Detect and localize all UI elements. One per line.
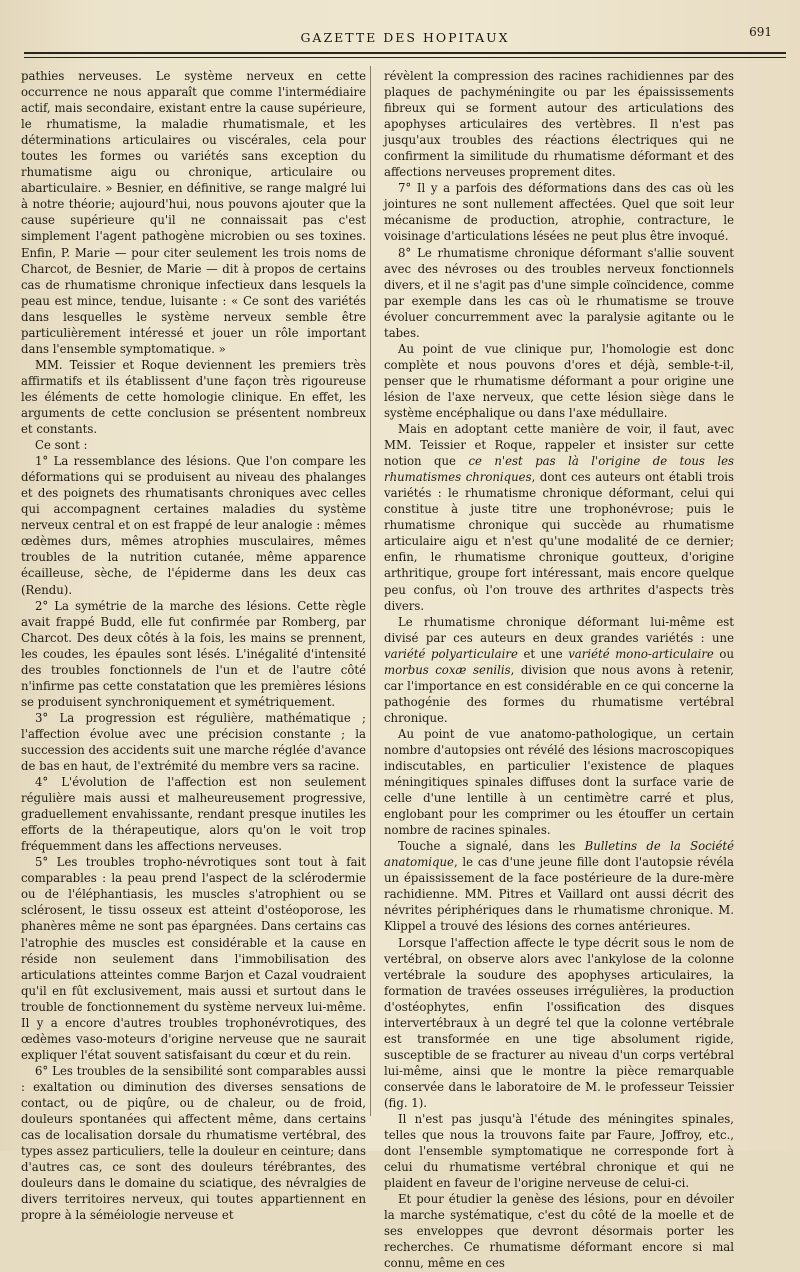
paragraph: 4° L'évolution de l'affection est non seulement régulière mais aussi et malheureusement progressive, graduellement envahissante, rendant presque inutiles les efforts de la thérapeutique, alors qu'on le voit trop fréquemment dans les affections nerveuses.: [21, 775, 366, 854]
italic-text: variété polyarticulaire: [384, 646, 518, 661]
header-rule-thick: [24, 52, 786, 54]
paragraph: Et pour étudier la genèse des lésions, pour en dévoiler la marche systématique, c'est du côté de la moelle et de ses enveloppes que devront désormais porter les recherches. Ce rhumatisme déformant encore si mal connu, même en ces: [384, 1192, 734, 1271]
paragraph: Lorsque l'affection affecte le type décrit sous le nom de vertébral, on observe alors avec l'ankylose de la colonne vertébrale la soudure des apophyses articulaires, la formation de travées osseuses irrégulières, la production d'ostéophytes, enfin l'ossification des disques intervertébraux à un degré tel que la colonne vertébrale est transformée en une tige absolument rigide, susceptible de se fracturer au niveau d'un corps vertébral lui-même, ainsi que le montre la pièce remarquable conservée dans le laboratoire de M. le professeur Teissier (fig. 1).: [384, 935, 734, 1110]
italic-text: Bulletins de la Société anatomique: [384, 839, 735, 870]
paragraph: pathies nerveuses. Le système nerveux en cette occurrence ne nous apparaît que comme l'intermédiaire actif, mais secondaire, existant entre la cause supérieure, le rhumatisme, la maladie rhumatismale, et les déterminations articulaires ou viscérales, cela pour toutes les formes ou variétés sans exception du rhumatisme aigu ou chronique, articulaire ou abarticulaire. » Besnier, en définitive, se range malgré lui à notre théorie; aujourd'hui, nous pouvons ajouter que la cause supérieure qu'il ne connaissait pas c'est simplement l'agent pathogène microbien ou ses toxines. Enfin, P. Marie — pour citer seulement les trois noms de Charcot, de Besnier, de Marie — dit à propos de certains cas de rhumatisme chronique infectieux dans lesquels la peau est mince, tendue, luisante : « Ce sont des variétés dans lesquelles le système nerveux semble être particulièrement intéressé et jouer un rôle important dans l'ensemble symptomatique. »: [21, 69, 366, 356]
text-run: Touche a signalé, dans les: [398, 839, 585, 854]
text-run: , le cas d'une jeune fille dont l'autopsie révéla un épaississement de la face postérieure de la dure-mère rachidienne. MM. Pitres et Vaillard ont aussi décrit des névrites périphériques dans le rhumatisme chronique. M. Klippel a trouvé des lésions des cornes antérieures.: [384, 855, 734, 934]
text-run: , division que nous avons à retenir, car l'importance en est considérable en ce qui concerne la pathogénie des formes du rhumatisme vertébral chronique.: [384, 662, 734, 725]
paragraph: Il n'est pas jusqu'à l'étude des méningites spinales, telles que nous la trouvons faite par Faure, Joffroy, etc., dont l'ensemble symptomatique ne correspondе fort à celui du rhumatisme vertébral chronique et qui ne plaident en faveur de l'origine nerveuse de celui-ci.: [384, 1112, 734, 1191]
paragraph: Ce sont :: [35, 438, 88, 453]
text-run: Le rhumatisme chronique déformant lui-même est divisé par ces auteurs en deux grandes variétés : une: [384, 614, 734, 645]
text-run: ou: [713, 646, 735, 661]
text-run: Mais en adoptant cette manière de voir, il faut, avec MM. Teissier et Roque, rappeler et insister sur cette notion que: [384, 422, 734, 469]
text-run: et une: [517, 646, 569, 661]
left-column: [21, 68, 366, 1223]
paragraph: 8° Le rhumatisme chronique déformant s'allie souvent avec des névroses ou des troubles nerveux fonctionnels divers, et il ne s'agit pas d'une simple coïncidence, comme par exemple dans les cas où le rhumatisme se trouve évoluer concurremment avec la paralysie agitante ou le tabes.: [384, 245, 734, 340]
paragraph: MM. Teissier et Roque deviennent les premiers très affirmatifs et ils établissent d'une façon très rigoureuse les éléments de cette homologie clinique. En effet, les arguments de cette conclusion se présentent nombreux et constants.: [21, 357, 366, 437]
paragraph: 1° La ressemblance des lésions. Que l'on compare les déformations qui se produisent au niveau des phalanges et des poignets des rhumatisants chroniques avec celles qui accompagnent certaines maladies du système nerveux central et on est frappé de leur analogie : mêmes œdèmes durs, mêmes atrophies musculaires, mêmes troubles de la nutrition cutanée, même apparence écailleuse, sèche, de l'épiderme dans les deux cas (Rendu).: [21, 454, 366, 597]
italic-text: morbus coxæ senilis: [384, 662, 511, 677]
paragraph: 3° La progression est régulière, mathématique ; l'affection évolue avec une précision constante ; la succession des accidents suit une marche réglée d'avance de bas en haut, de l'extrémité du membre vers sa racine.: [21, 710, 366, 774]
text-run: , dont ces auteurs ont établi trois variétés : le rhumatisme chronique déformant, celui qui constitue à juste titre une trophonévrose; puis le rhumatisme chronique qui succède au rhumatisme articulaire aigu et n'est qu'une modalité de ce dernier; enfin, le rhumatisme chronique goutteux, d'origine arthritique, groupe fort intéressant, mais encore quelque peu confus, où l'on trouve des arthrites d'aspects très divers.: [384, 470, 734, 613]
page-number: 691: [749, 25, 772, 39]
paragraph: 5° Les troubles tropho-névrotiques sont tout à fait comparables : la peau prend l'aspect de la sclérodermie ou de l'éléphantiasis, les muscles s'atrophient ou se sclérosent, le tissu osseux est atteint d'ostéoporose, les phanères même ne sont pas épargnées. Dans certains cas l'atrophie des muscles est considérable et la cause en réside non seulement dans l'immobilisation des articulations atteintes comme Barjon et Cazal voudraient qu'il en fût exclusivement, mais aussi et surtout dans le trouble de fonctionnement du système nerveux lui-même. Il y a encore d'autres troubles trophonévrotiques, des œdèmes vaso-moteurs d'origine nerveuse que ne saurait expliquer l'état souvent satisfaisant du cœur et du rein.: [21, 855, 366, 1062]
column-divider: [370, 66, 371, 1116]
right-column: [384, 68, 734, 1272]
journal-title: GAZETTE DES HOPITAUX: [300, 30, 510, 45]
header-rule-thin: [24, 57, 786, 58]
paragraph: 6° Les troubles de la sensibilité sont comparables aussi : exaltation ou diminution des diverses sensations de contact, ou de piqûre, ou de chaleur, ou de froid, douleurs spontanées qui affectent même, dans certains cas de localisation dorsale du rhumatisme vertébral, des types assez particuliers, telle la douleur en ceinture; dans d'autres cas, ce sont des douleurs térébrantes, des douleurs dans le domaine du sciatique, des névralgies de divers territoires nerveux, qui toutes appartiennent en propre à la séméiologie nerveuse et: [21, 1063, 366, 1223]
italic-text: variété mono-articulaire: [568, 646, 714, 661]
paragraph: Au point de vue anatomo-pathologique, un certain nombre d'autopsies ont révélé des lésions macroscopiques indiscutables, en particulier l'existence de plaques méningitiques spinales diffuses dont la surface varie de celle d'une lentille à un centimètre carré et plus, englobant pour les comprimer ou les étouffer un certain nombre de racines spinales.: [384, 726, 734, 838]
paragraph: révèlent la compression des racines rachidiennes par des plaques de pachyméningite ou par les épaississements fibreux qui se forment autour des articulations des apophyses articulaires des vertèbres. Il n'est pas jusqu'aux troubles des réactions électriques qui ne confirment la similitude du rhumatisme déformant et des affections nerveuses proprement dites.: [384, 69, 734, 180]
paragraph: [384, 838, 734, 934]
paragraph: [384, 421, 734, 614]
italic-text: ce n'est pas là l'origine de tous les rhumatismes chroniques: [384, 454, 734, 485]
paragraph: [384, 614, 734, 726]
paragraph: 7° Il y a parfois des déformations dans des cas où les jointures ne sont nullement affectées. Quel que soit leur mécanisme de production, atrophie, contracture, le voisinage d'articulations lésées ne peut plus être invoqué.: [384, 181, 734, 244]
paragraph: Au point de vue clinique pur, l'homologie est donc complète et nous pouvons d'ores et déjà, semble-t-il, penser que le rhumatisme déformant a pour origine une lésion de l'axe nerveux, que cette lésion siège dans le système encéphalique ou dans l'axe médullaire.: [384, 341, 734, 420]
page-header: [24, 22, 786, 52]
paragraph: 2° La symétrie de la marche des lésions. Cette règle avait frappé Budd, elle fut confirmée par Romberg, par Charcot. Des deux côtés à la fois, les mains se prennent, les coudes, les épaules sont lésés. L'inégalité d'intensité des troubles fonctionnels de l'un et de l'autre côté n'infirme pas cette constatation que les premières lésions se produisent synchroniquement et symétriquement.: [21, 598, 366, 709]
